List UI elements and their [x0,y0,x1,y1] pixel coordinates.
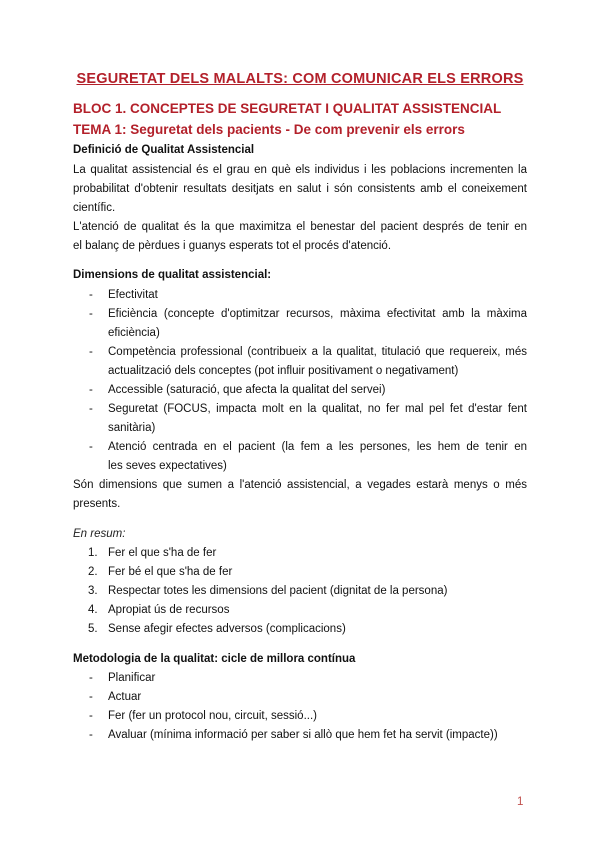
definicio-heading: Definició de Qualitat Assistencial [73,144,255,156]
bullet-dash: - [89,346,93,358]
text-line: La qualitat assistencial és el grau en què els individus i les poblacions incrementen la [73,164,527,176]
text-line: el balanç de pèrdues i guanys esperats tot el procés d'atenció. [73,240,392,252]
definicio-paragraph-1 [73,161,527,218]
dimensions-closing: Són dimensions que sumen a l'atenció assistencial, a vegades estarà menys o més [73,479,527,491]
list-item [73,726,527,745]
item-text: Accessible (saturació, que afecta la qualitat del servei) [108,384,386,396]
list-item [73,400,527,438]
list-item [73,381,527,400]
bullet-dash: - [89,384,93,396]
item-text: Fer (fer un protocol nou, circuit, sessió...) [108,710,317,722]
list-item [73,544,527,563]
item-number: 3. [88,585,98,597]
item-text: Competència professional (contribueix a la qualitat, titulació que requereix, més [108,346,527,358]
item-number: 4. [88,604,98,616]
text-line: L'atenció de qualitat és la que maximitza el benestar del pacient després de tenir en [73,221,527,233]
text-line: científic. [73,202,116,214]
item-text: Apropiat ús de recursos [108,604,230,616]
item-number: 5. [88,623,98,635]
bullet-dash: - [89,289,93,301]
bullet-dash: - [89,691,93,703]
bullet-dash: - [89,403,93,415]
bullet-dash: - [89,729,93,741]
bullet-dash: - [89,441,93,453]
item-text: Respectar totes les dimensions del pacient (dignitat de la persona) [108,585,448,597]
definicio-paragraph-2 [73,218,527,256]
bloc-heading: BLOC 1. CONCEPTES DE SEGURETAT I QUALITAT ASSISTENCIAL [73,101,502,116]
list-item [73,305,527,343]
bullet-dash: - [89,308,93,320]
dimensions-list [73,286,527,514]
item-text: Sense afegir efectes adversos (complicacions) [108,623,346,635]
list-item [73,582,527,601]
item-text: actualització dels conceptes (pot influir positivament o negativament) [108,365,459,377]
tema-heading: TEMA 1: Seguretat dels pacients - De com prevenir els errors [73,122,465,137]
resum-list [73,544,527,639]
list-item [73,601,527,620]
item-text: Seguretat (FOCUS, impacta molt en la qualitat, no fer mal pel fet d'estar fent [108,403,527,415]
item-text: Fer el que s'ha de fer [108,547,217,559]
item-text: Avaluar (mínima informació per saber si allò que hem fet ha servit (impacte)) [108,729,498,741]
item-text: Eficiència (concepte d'optimitzar recursos, màxima efectivitat amb la màxima [108,308,527,320]
item-text: les seves expectatives) [108,460,227,472]
list-item [73,669,527,688]
list-item [73,286,527,305]
bullet-dash: - [89,710,93,722]
metodologia-heading: Metodologia de la qualitat: cicle de millora contínua [73,653,356,665]
item-text: Actuar [108,691,142,703]
item-text: eficiència) [108,327,160,339]
list-item [73,707,527,726]
item-text: Efectivitat [108,289,158,301]
metodologia-list [73,669,527,745]
list-item [73,620,527,639]
page-number: 1 [517,796,524,808]
item-text: Atenció centrada en el pacient (la fem a les persones, les hem de tenir en [108,441,527,453]
bullet-dash: - [89,672,93,684]
list-item [73,688,527,707]
list-item [73,563,527,582]
dimensions-closing: presents. [73,498,121,510]
dimensions-heading: Dimensions de qualitat assistencial: [73,269,272,281]
resum-label: En resum: [73,528,126,540]
item-number: 2. [88,566,98,578]
document-title: SEGURETAT DELS MALALTS: COM COMUNICAR ELS ERRORS [76,71,524,87]
item-number: 1. [88,547,98,559]
item-text: sanitària) [108,422,156,434]
text-line: probabilitat d'obtenir resultats desitjats en salut i són consistents amb el coneixement [73,183,527,195]
list-item [73,343,527,381]
item-text: Fer bé el que s'ha de fer [108,566,233,578]
item-text: Planificar [108,672,156,684]
list-item [73,438,527,476]
